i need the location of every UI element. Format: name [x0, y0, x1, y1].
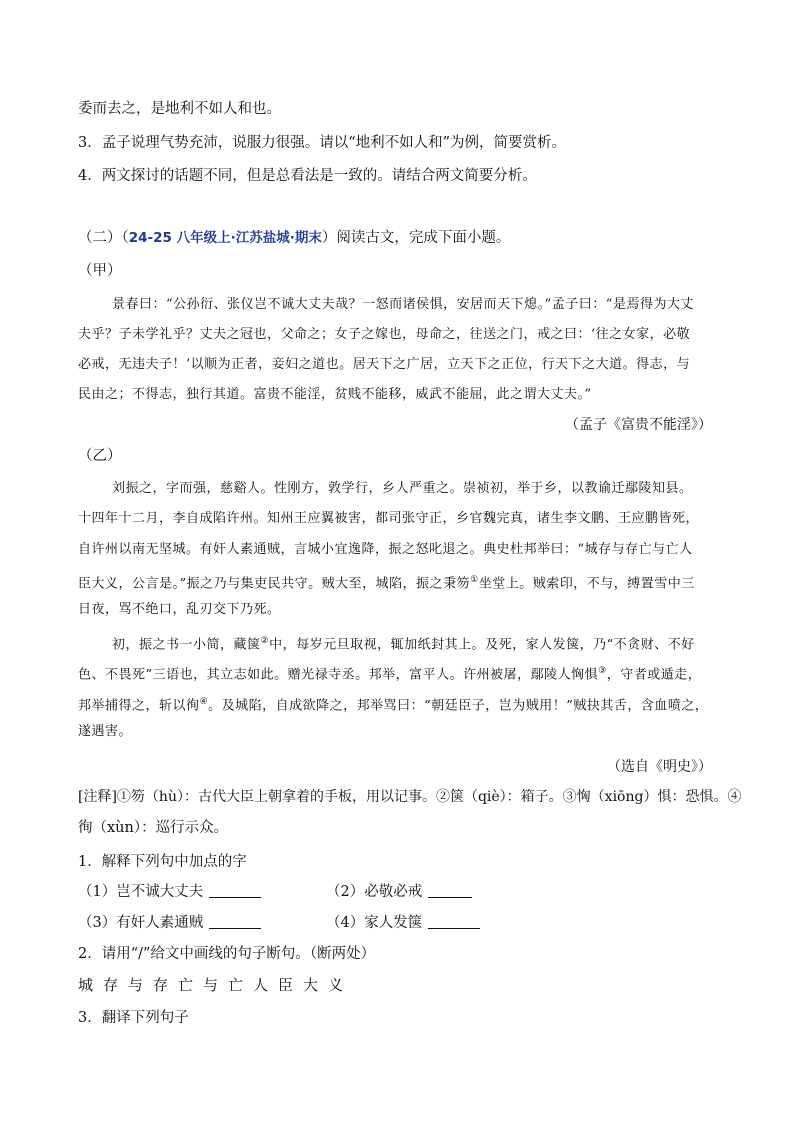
text-span: 初，振之书一小简，藏箧 [112, 637, 261, 653]
item-text: （2）必敬必戒 [326, 884, 423, 900]
question-1-item [326, 913, 480, 933]
question-1-item [78, 913, 261, 933]
punctuation-sentence: 城存与存亡与亡人臣大义 [78, 976, 354, 994]
question-2: 2．请用“/”给文中画线的句子断句。（断两处） [78, 946, 376, 962]
passage-yi-line: 自许州以南无坚城。有奸人素通贼，言城小宜逸降，振之怒叱退之。典史杜邦举曰：“城存与存亡与亡人 [78, 542, 693, 557]
item-text: （3）有奸人素通贼 [78, 915, 204, 931]
passage-yi-line [78, 692, 708, 716]
annotation: 徇（xùn）：巡行示众。 [78, 820, 229, 836]
answer-blank[interactable] [209, 914, 261, 929]
text-line: 委而去之，是地利不如人和也。 [78, 101, 281, 117]
section-heading [78, 228, 510, 248]
text-span: 邦举捕得之，斩以徇 [78, 698, 200, 714]
section-prefix: （二）（ [78, 230, 129, 246]
question-4: 4．两文探讨的话题不同，但是总看法是一致的。请结合两文简要分析。 [78, 168, 537, 184]
passage-yi-line [78, 570, 695, 594]
text-span: 色、不畏死”三语也，其立志如此。赠光禄寺丞。邦举，富平人。许州被屠，鄢陵人恟惧 [78, 667, 599, 683]
footnote-mark: ① [470, 575, 479, 585]
source-tag: 24-25 八年级上·江苏盐城·期末 [128, 230, 322, 246]
answer-blank[interactable] [428, 914, 480, 929]
text-span: 中，每岁元旦取视，辄加纸封其上。及死，家人发箧，乃“不贪财、不好 [269, 637, 695, 653]
answer-blank[interactable] [428, 883, 472, 898]
passage-yi-line: 遂遇害。 [78, 724, 133, 739]
section-suffix: ）阅读古文，完成下面小题。 [321, 230, 511, 246]
passage-yi-line [112, 631, 695, 655]
question-1: 1．解释下列句中加点的字 [78, 854, 247, 870]
footnote-mark: ④ [199, 697, 209, 707]
passage-yi-line: 十四年十二月，李自成陷许州。知州王应翼被害，都司张守正，乡官魏完真，诸生李文鹏、王应鹏皆死， [78, 511, 700, 526]
passage-yi-source: （选自《明史》） [607, 759, 712, 775]
question-3: 3．翻译下列句子 [78, 1010, 189, 1026]
text-span: 坐堂上。贼索印，不与，缚置雪中三 [478, 576, 695, 592]
text-span: ，守者或遁走， [606, 667, 702, 683]
passage-yi-label: （乙） [78, 448, 122, 464]
passage-jia-line: 景春曰：“公孙衍、张仪岂不诚大丈夫哉？一怒而诸侯惧，安居而天下熄。”孟子曰：“是焉得为大丈 [112, 297, 694, 312]
passage-yi-line: 刘振之，字而强，慈谿人。性刚方，敦学行，乡人严重之。崇祯初，举于乡，以教谕迁鄢陵知县。 [112, 481, 693, 496]
passage-jia-line: 民由之；不得志，独行其道。富贵不能淫，贫贱不能移，威武不能屈，此之谓大丈夫。” [78, 387, 592, 402]
footnote-mark: ② [260, 636, 270, 646]
item-text: （1）岂不诚大丈夫 [78, 884, 204, 900]
question-1-item [78, 882, 261, 902]
question-1-item [326, 882, 472, 902]
passage-yi-line [78, 661, 701, 685]
passage-jia-source: （孟子《富贵不能淫》） [565, 417, 712, 433]
answer-blank[interactable] [209, 883, 261, 898]
question-3: 3．孟子说理气势充沛，说服力很强。请以“地利不如人和”为例，简要赏析。 [78, 135, 567, 151]
passage-jia-line: 必戒，无违夫子！’以顺为正者，妾妇之道也。居天下之广居，立天下之正位，行天下之大道。得志，与 [78, 357, 691, 372]
passage-jia-line: 夫乎？子未学礼乎？丈夫之冠也，父命之；女子之嫁也，母命之，往送之门，戒之曰：‘往之女家，必敬 [78, 327, 691, 342]
footnote-mark: ③ [598, 666, 607, 676]
text-span: 臣大义，公言是。”振之乃与集吏民共守。贼大至，城陷，振之秉笏 [78, 576, 471, 592]
text-span: 。及城陷，自成欲降之，邦举骂曰：“朝廷臣子，岂为贼用！”贼抉其舌，含血喷之， [208, 698, 709, 714]
item-text: （4）家人发箧 [326, 915, 423, 931]
passage-yi-line: 日夜，骂不绝口，乱刃交下乃死。 [78, 602, 281, 617]
annotation: [注释]①笏（hù）：古代大臣上朝拿着的手板，用以记事。②箧（qiè）：箱子。③恟（xiōng）惧：恐惧。④ [78, 789, 742, 805]
passage-jia-label: （甲） [78, 263, 122, 279]
